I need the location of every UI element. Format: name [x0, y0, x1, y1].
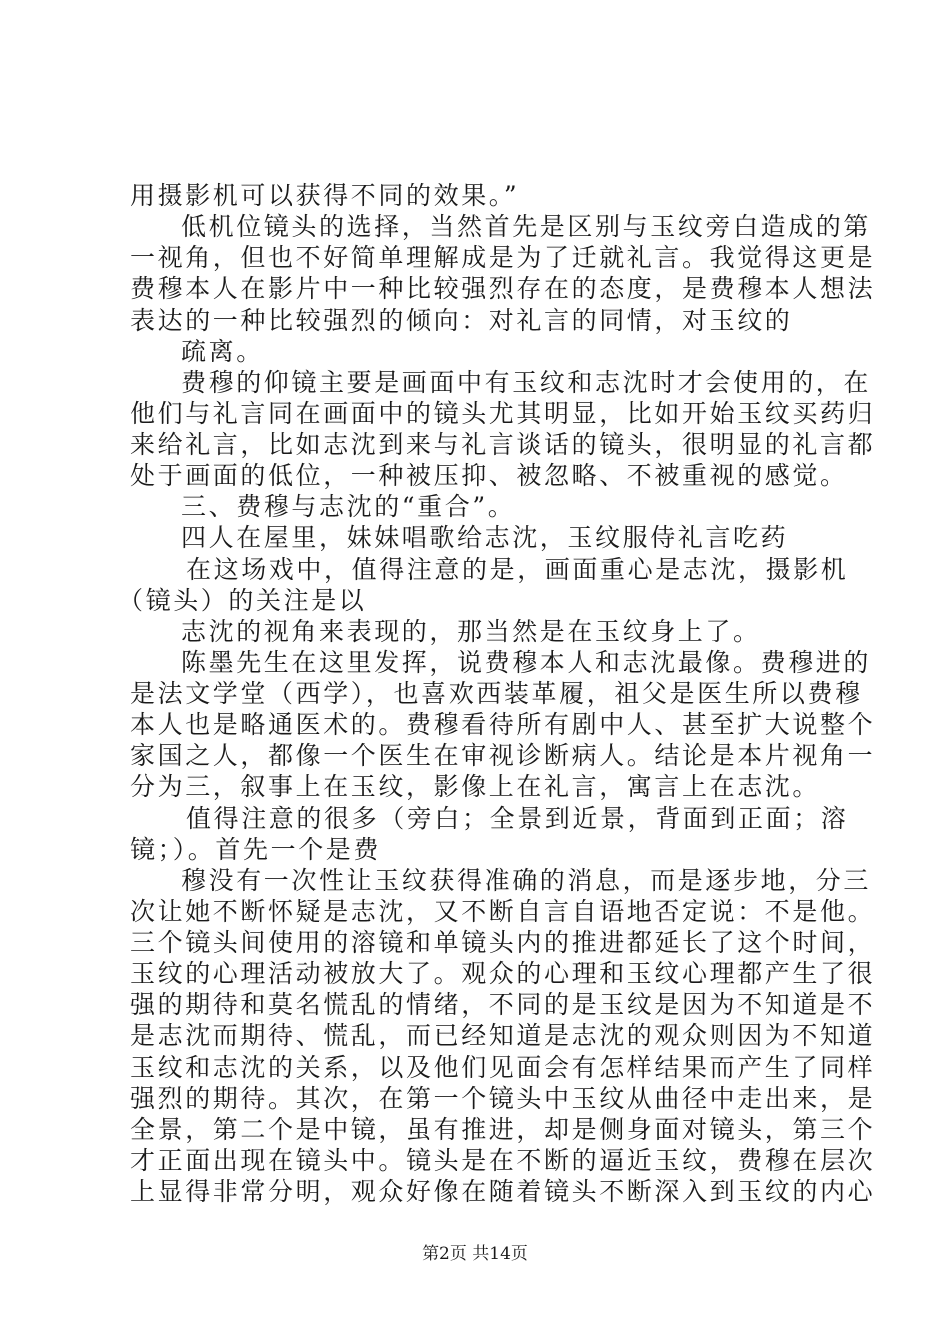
text-line: 玉纹和志沈的关系，以及他们见面会有怎样结果而产生了同样: [130, 1053, 876, 1082]
text-line: 值得注意的很多（旁白；全景到近景，背面到正面；溶: [186, 804, 849, 833]
text-line: 全景，第二个是中镜，虽有推进，却是侧身面对镜头，第三个: [130, 1115, 876, 1144]
text-line: 是法文学堂（西学），也喜欢西装革履，祖父是医生所以费穆: [130, 679, 863, 708]
text-line: 在这场戏中，值得注意的是，画面重心是志沈，摄影机: [186, 555, 849, 584]
text-line: 上显得非常分明，观众好像在随着镜头不断深入到玉纹的内心: [130, 1177, 876, 1206]
text-line: 强烈的期待。其次，在第一个镜头中玉纹从曲径中走出来，是: [130, 1084, 876, 1113]
text-line: 他们与礼言同在画面中的镜头尤其明显，比如开始玉纹买药归: [130, 399, 876, 428]
text-line: 是志沈而期待、慌乱，而已经知道是志沈的观众则因为不知道: [130, 1021, 876, 1050]
text-line: 来给礼言，比如志沈到来与礼言谈话的镜头，很明显的礼言都: [130, 430, 876, 459]
text-line: 玉纹的心理活动被放大了。观众的心理和玉纹心理都产生了很: [130, 959, 876, 988]
text-line: 疏离。: [181, 337, 264, 366]
text-line: 镜；）。首先一个是费: [130, 835, 382, 864]
text-line: 费穆的仰镜主要是画面中有玉纹和志沈时才会使用的，在: [181, 368, 872, 397]
text-line: 表达的一种比较强烈的倾向：对礼言的同情，对玉纹的: [130, 306, 793, 335]
text-line: 低机位镜头的选择，当然首先是区别与玉纹旁白造成的第: [181, 212, 872, 241]
text-line: 用摄影机可以获得不同的效果。”: [130, 181, 520, 210]
text-line: 志沈的视角来表现的，那当然是在玉纹身上了。: [181, 617, 761, 646]
text-line: 才正面出现在镜头中。镜头是在不断的逼近玉纹，费穆在层次: [130, 1146, 876, 1175]
text-line: 三、费穆与志沈的“重合”。: [181, 492, 516, 521]
text-line: 分为三，叙事上在玉纹，影像上在礼言，寓言上在志沈。: [130, 772, 821, 801]
text-line: 陈墨先生在这里发挥，说费穆本人和志沈最像。费穆进的: [181, 648, 872, 677]
text-line: 一视角，但也不好简单理解成是为了迁就礼言。我觉得这更是: [130, 243, 876, 272]
text-line: 家国之人，都像一个医生在审视诊断病人。结论是本片视角一: [130, 741, 876, 770]
text-line: 本人也是略通医术的。费穆看待所有剧中人、甚至扩大说整个: [130, 710, 876, 739]
text-line: 强的期待和莫名慌乱的情绪，不同的是玉纹是因为不知道是不: [130, 990, 876, 1019]
text-line: 次让她不断怀疑是志沈，又不断自言自语地否定说：不是他。: [130, 897, 876, 926]
text-line: （镜头）的关注是以: [118, 586, 367, 615]
text-line: 费穆本人在影片中一种比较强烈存在的态度，是费穆本人想法: [130, 274, 876, 303]
page-number: 第2页 共14页: [422, 1244, 528, 1264]
text-line: 处于画面的低位，一种被压抑、被忽略、不被重视的感觉。: [130, 461, 848, 490]
text-line: 三个镜头间使用的溶镜和单镜头内的推进都延长了这个时间，: [130, 928, 876, 957]
text-line: 穆没有一次性让玉纹获得准确的消息，而是逐步地，分三: [181, 866, 872, 895]
text-line: 四人在屋里，妹妹唱歌给志沈，玉纹服侍礼言吃药: [181, 523, 789, 552]
